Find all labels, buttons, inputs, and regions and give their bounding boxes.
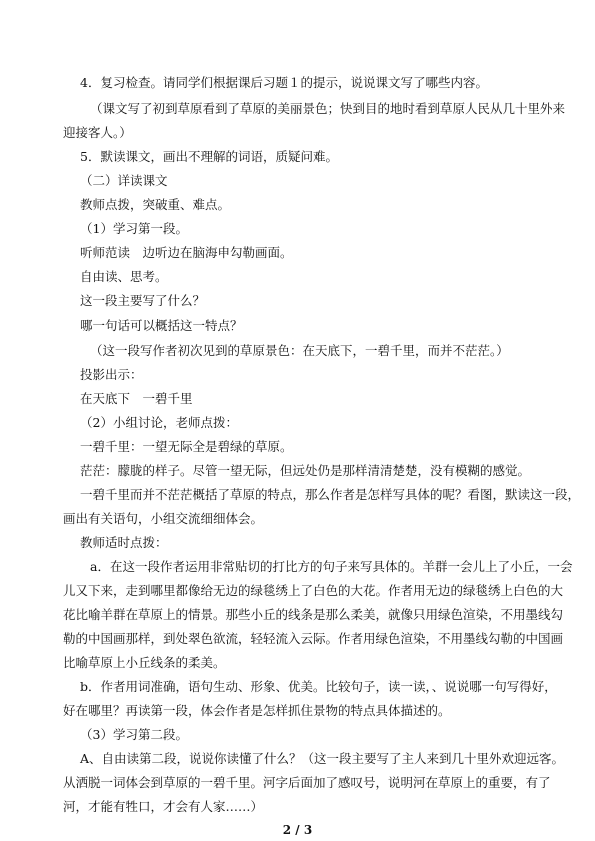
text-line: 教师适时点拨： <box>80 535 168 550</box>
subsection-heading: （1）学习第一段。 <box>80 221 188 236</box>
subsection-heading: （2）小组讨论，老师点拨： <box>80 415 238 430</box>
section-heading: （二）详读课文 <box>80 173 168 188</box>
text-line: 花比喻羊群在草原上的情景。那些小丘的线条是那么柔美，就像只用绿色渲染，不用墨线勾 <box>63 607 564 622</box>
text-line: a．在这一段作者运用非常贴切的打比方的句子来写具体的。羊群一会儿上了小丘，一会 <box>90 559 573 574</box>
text-line: 这一段主要写了什么？ <box>80 293 206 308</box>
text-line: 一碧千里：一望无际全是碧绿的草原。 <box>80 439 293 454</box>
text-line: （这一段写作者初次见到的草原景色：在天底下，一碧千里，而并不茫茫。） <box>90 343 509 358</box>
text-line: 比喻草原上小丘线条的柔美。 <box>63 655 226 670</box>
text-line: 好在哪里？再读第一段，体会作者是怎样抓住景物的特点具体描述的。 <box>63 703 451 718</box>
subsection-heading: （3）学习第二段。 <box>80 727 188 742</box>
text-line: b．作者用词准确，语句生动、形象、优美。比较句子，读一读，、说说哪一句写得好， <box>80 679 557 694</box>
text-line: 儿又下来，走到哪里都像给无边的绿毯绣上了白色的大花。作者用无边的绿毯绣上白色的大 <box>63 583 564 598</box>
text-line: 4．复习检查。请同学们根据课后习题１的提示，说说课文写了哪些内容。 <box>80 75 488 90</box>
text-line: 哪一句话可以概括这一特点？ <box>80 318 243 333</box>
page-number: 2 / 3 <box>282 823 313 837</box>
text-line: 河，才能有牲口，才会有人家……） <box>63 799 264 814</box>
text-line: 在天底下 一碧千里 <box>80 391 193 406</box>
text-line: 一碧千里而并不茫茫概括了草原的特点，那么作者是怎样写具体的呢？看图，默读这一段， <box>80 487 581 502</box>
text-line: 5．默读课文，画出不理解的词语，质疑问难。 <box>80 149 338 164</box>
text-line: 投影出示： <box>80 367 143 382</box>
text-line: 茫茫：朦胧的样子。尽管一望无际，但远处仍是那样清清楚楚，没有模糊的感觉。 <box>80 463 531 478</box>
text-line: 迎接客人。） <box>63 125 132 140</box>
text-line: （课文写了初到草原看到了草原的美丽景色；快到目的地时看到草原人民从几十里外来 <box>90 101 566 116</box>
text-line: 画出有关语句，小组交流细细体会。 <box>63 511 264 526</box>
text-line: A、自由读第二段，说说你读懂了什么？（这一段主要写了主人来到几十里外欢迎远客。 <box>80 751 565 766</box>
text-line: 自由读、思考。 <box>80 269 168 284</box>
text-line: 勒的中国画那样，到处翠色欲流，轻轻流入云际。作者用绿色渲染，不用墨线勾勒的中国画 <box>63 631 564 646</box>
text-line: 教师点拨，突破重、难点。 <box>80 197 231 212</box>
text-line: 从洒脱一词体会到草原的一碧千里。河字后面加了感叹号，说明河在草原上的重要，有了 <box>63 775 551 790</box>
text-line: 听师范读 边听边在脑海申勾勒画面。 <box>80 245 293 260</box>
